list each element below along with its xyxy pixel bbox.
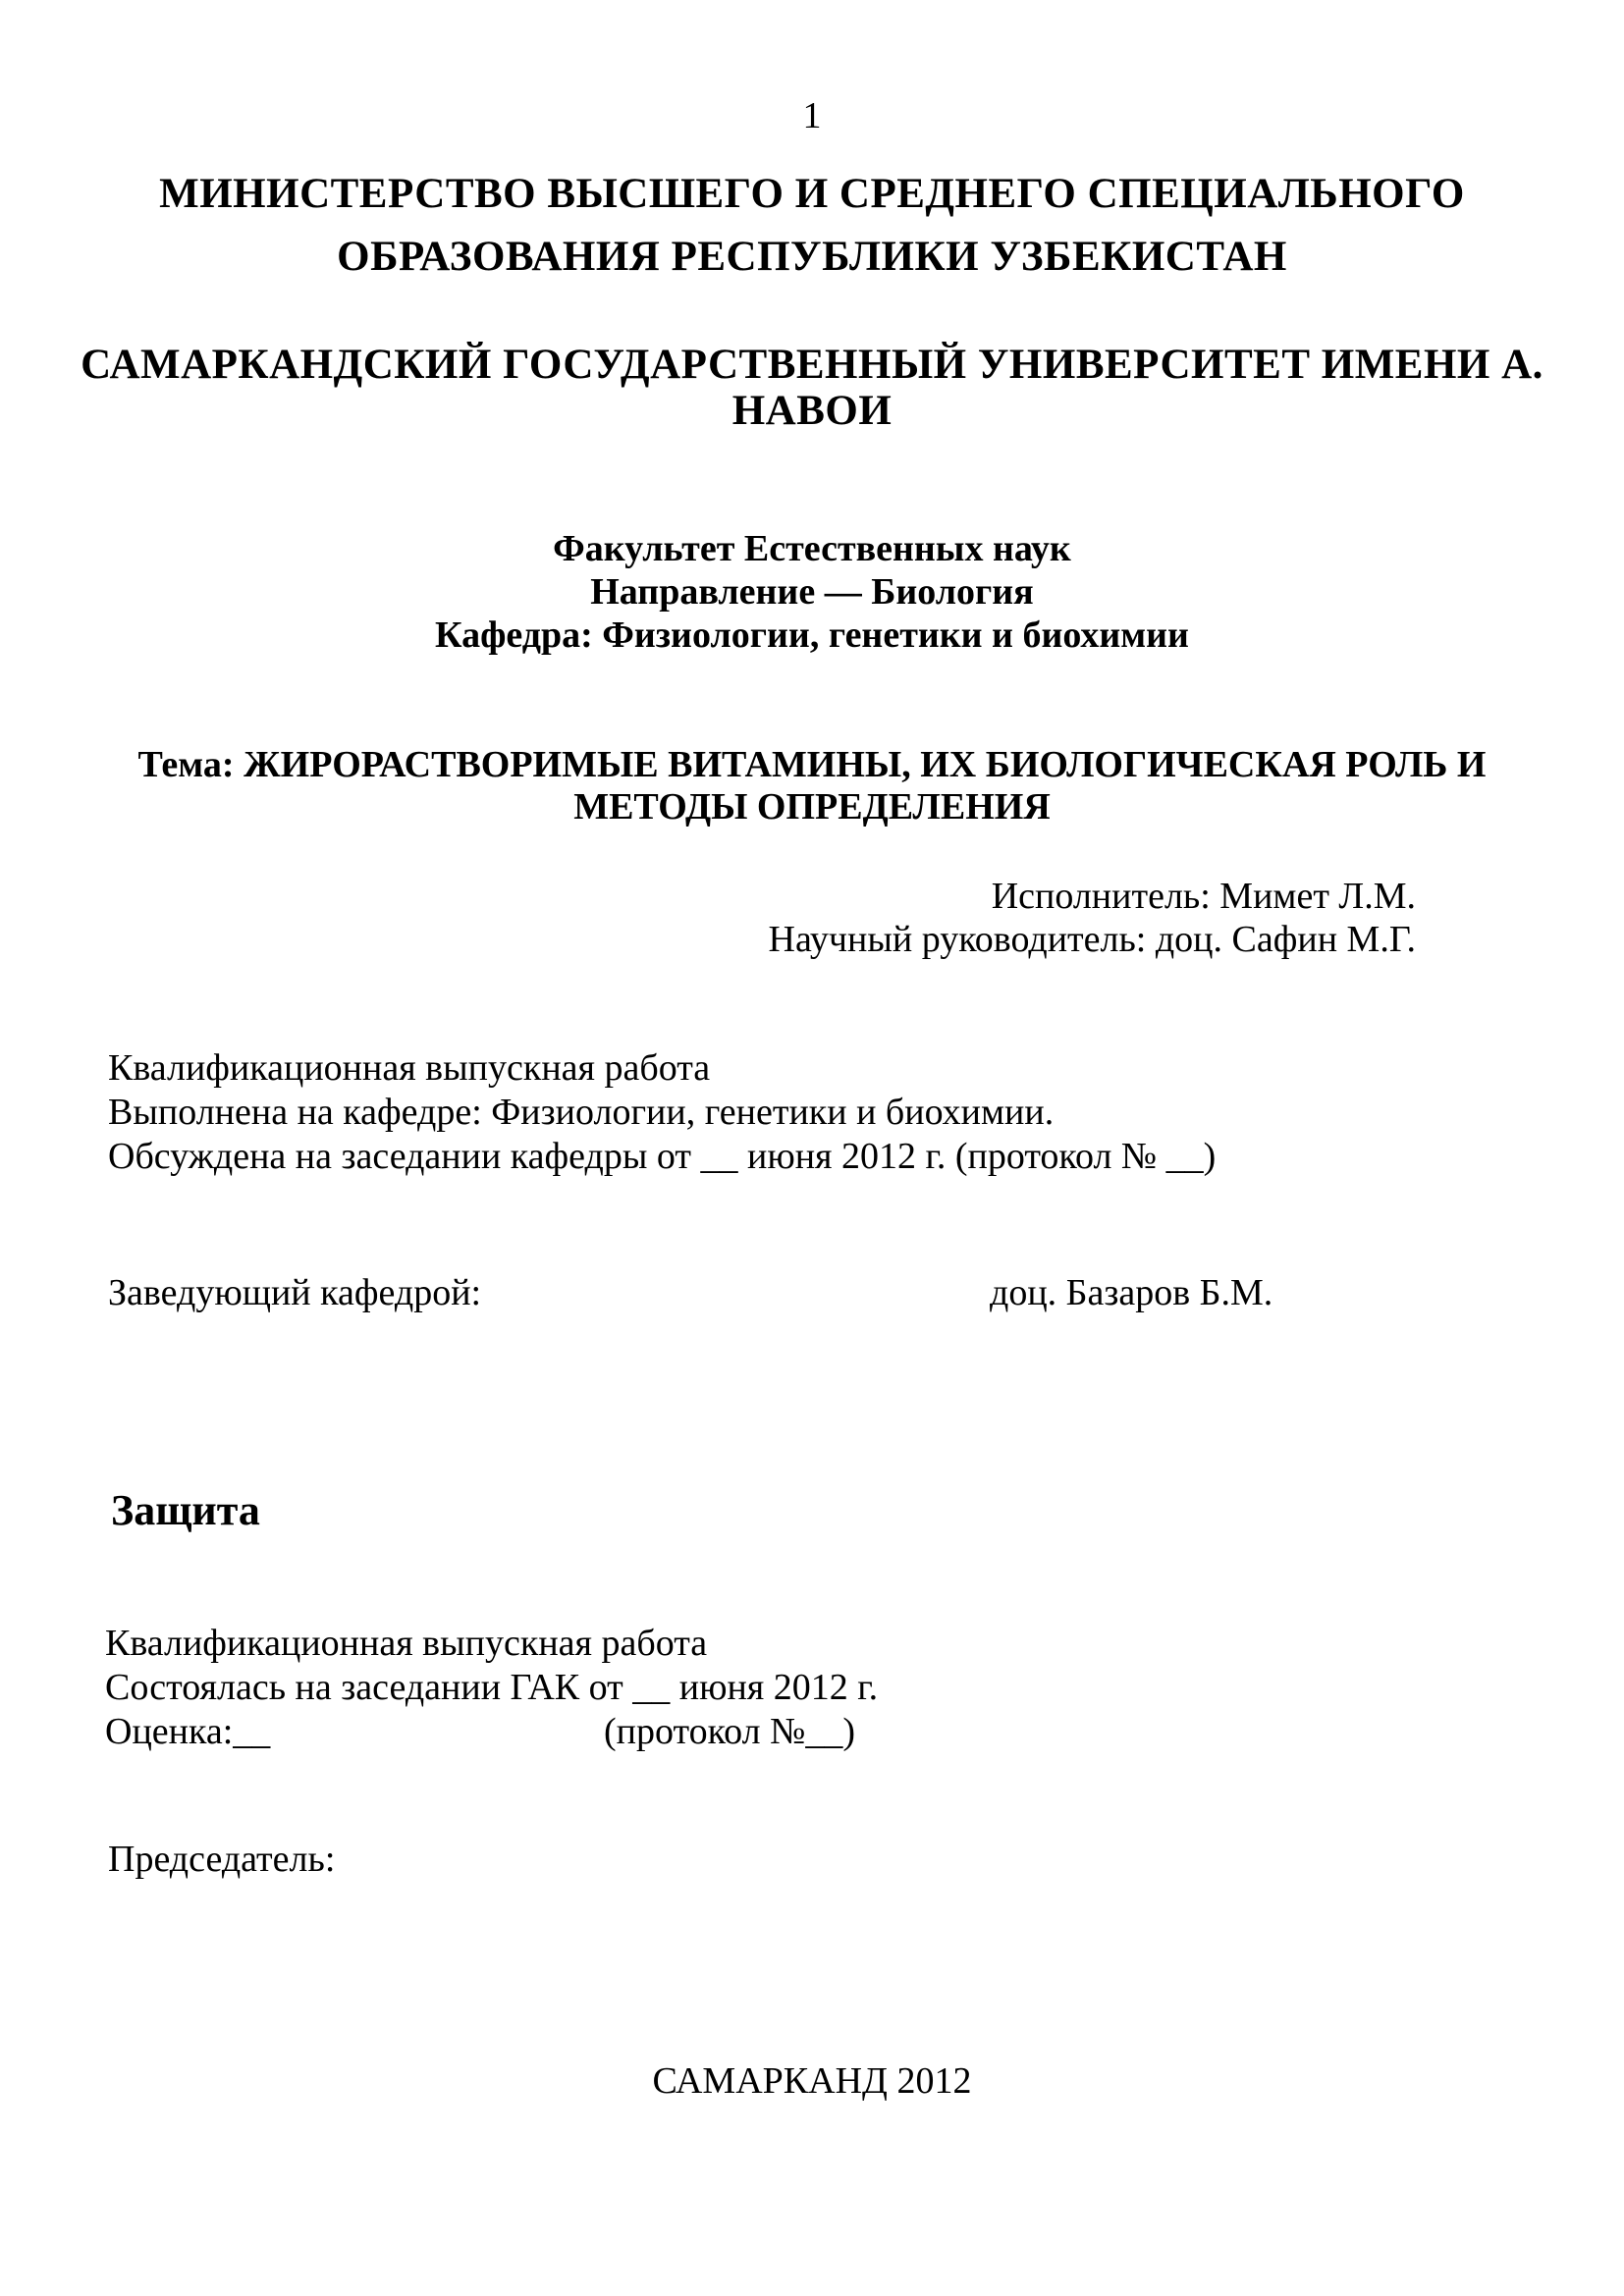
defense-info-line-2: Состоялась на заседании ГАК от __ июня 2012 г.	[105, 1667, 879, 1708]
defense-info-line-1: Квалификационная выпускная работа	[105, 1623, 708, 1664]
grade-line	[105, 1710, 878, 1754]
executor-line: Исполнитель: Мимет Л.М.	[991, 876, 1416, 917]
page-number: 1	[802, 95, 822, 136]
thesis-topic	[115, 744, 1509, 828]
department-head-label: Заведующий кафедрой:	[108, 1272, 482, 1313]
faculty-line: Факультет Естественных наук	[553, 528, 1071, 569]
ministry-heading-line-1: МИНИСТЕРСТВО ВЫСШЕГО И СРЕДНЕГО СПЕЦИАЛЬНОГО	[159, 171, 1465, 217]
chairman-label: Председатель:	[108, 1839, 336, 1880]
people-block	[769, 875, 1416, 961]
supervisor-line: Научный руководитель: доц. Сафин М.Г.	[768, 919, 1416, 960]
department-head-row	[0, 1271, 1624, 1315]
work-info-line-3: Обсуждена на заседании кафедры от __ июня 2012 г. (протокол № __)	[108, 1136, 1217, 1177]
city-year-footer: САМАРКАНД 2012	[652, 2060, 972, 2102]
thesis-topic-line-2: МЕТОДЫ ОПРЕДЕЛЕНИЯ	[573, 786, 1051, 828]
ministry-heading-line-2: ОБРАЗОВАНИЯ РЕСПУБЛИКИ УЗБЕКИСТАН	[337, 234, 1287, 280]
grade-label: Оценка:__	[105, 1711, 271, 1752]
university-heading	[0, 342, 1624, 434]
faculty-info	[0, 527, 1624, 657]
work-info-line-2: Выполнена на кафедре: Физиологии, генетики и биохимии.	[108, 1092, 1055, 1133]
protocol-label: (протокол №__)	[604, 1711, 855, 1752]
work-info-line-1: Квалификационная выпускная работа	[108, 1047, 711, 1089]
work-info-block	[108, 1046, 1216, 1179]
direction-line: Направление — Биология	[590, 571, 1034, 613]
thesis-topic-line-1: Тема: ЖИРОРАСТВОРИМЫЕ ВИТАМИНЫ, ИХ БИОЛОГИЧЕСКАЯ РОЛЬ И	[137, 744, 1487, 785]
university-heading-line-2: НАВОИ	[731, 388, 893, 434]
department-line: Кафедра: Физиологии, генетики и биохимии	[435, 614, 1189, 656]
defense-info-block	[105, 1622, 878, 1754]
defense-heading: Защита	[111, 1486, 260, 1534]
university-heading-line-1: САМАРКАНДСКИЙ ГОСУДАРСТВЕННЫЙ УНИВЕРСИТЕТ ИМЕНИ А.	[81, 342, 1543, 388]
ministry-heading	[0, 163, 1624, 289]
department-head-name: доц. Базаров Б.М.	[990, 1272, 1273, 1313]
